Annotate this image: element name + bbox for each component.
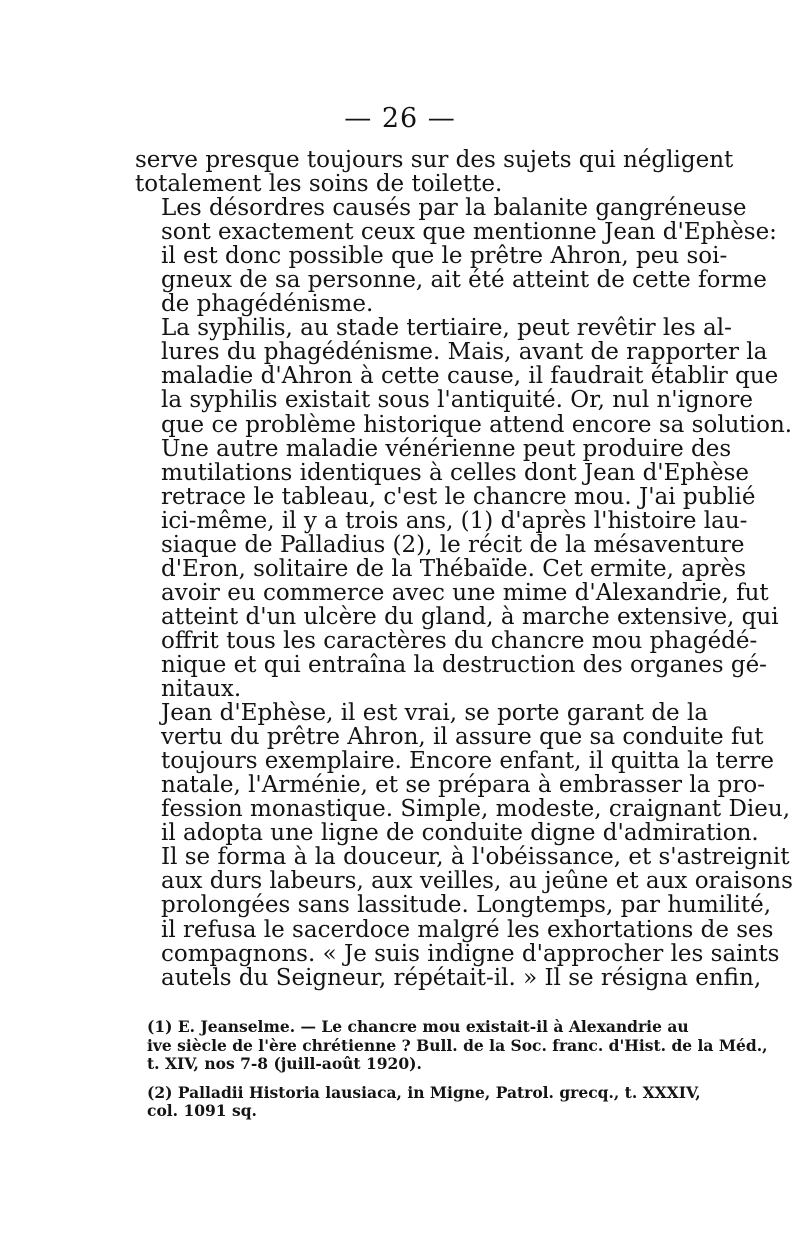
text-line: Les désordres causés par la balanite gangréneuse <box>161 195 747 222</box>
text-line: de phagédénisme. <box>161 291 374 318</box>
text-line: Une autre maladie vénérienne peut produire des <box>161 435 732 462</box>
footnote-line: ive siècle de l'ère chrétienne ? Bull. de la Soc. franc. d'Hist. de la Méd., <box>147 1035 768 1055</box>
text-line: il refusa le sacerdoce malgré les exhortations de ses <box>161 916 774 943</box>
text-line: La syphilis, au stade tertiaire, peut revêtir les al- <box>161 315 732 342</box>
text-line: il est donc possible que le prêtre Ahron, peu soi- <box>161 243 728 270</box>
paragraph <box>135 147 734 198</box>
footnote-line: (2) Palladii Historia lausiaca, in Migne, Patrol. grecq., t. XXXIV, <box>147 1082 701 1102</box>
footnote-line: (1) E. Jeanselme. — Le chancre mou existait-il à Alexandrie au <box>147 1017 689 1036</box>
text-line: aux durs labeurs, aux veilles, au jeûne et aux oraisons <box>161 868 793 895</box>
body-text <box>135 147 793 991</box>
text-line: sont exactement ceux que mentionne Jean d'Ephèse: <box>161 219 777 246</box>
text-line: totalement les soins de toilette. <box>135 171 503 198</box>
text-line: gneux de sa personne, ait été atteint de cette forme <box>161 267 767 294</box>
text-line: il adopta une ligne de conduite digne d'admiration. <box>161 820 759 847</box>
text-line: que ce problème historique attend encore sa solution. <box>161 411 793 438</box>
paragraph <box>135 195 777 318</box>
text-line: atteint d'un ulcère du gland, à marche extensive, qui <box>161 603 779 630</box>
text-line: avoir eu commerce avec une mime d'Alexandrie, fut <box>161 579 769 606</box>
text-line: vertu du prêtre Ahron, il assure que sa conduite fut <box>161 724 764 751</box>
text-line: natale, l'Arménie, et se prépara à embrasser la pro- <box>161 772 765 799</box>
text-line: Il se forma à la douceur, à l'obéissance, et s'astreignit <box>161 844 790 871</box>
footnote <box>135 1017 768 1074</box>
text-line: maladie d'Ahron à cette cause, il faudrait établir que <box>161 363 779 390</box>
paragraph <box>135 435 779 703</box>
text-line: nique et qui entraîna la destruction des organes gé- <box>161 651 767 678</box>
text-line: serve presque toujours sur des sujets qui négligent <box>135 147 734 173</box>
paragraph <box>135 700 793 991</box>
footnote <box>135 1082 701 1121</box>
text-line: prolongées sans lassitude. Longtemps, par humilité, <box>161 892 772 919</box>
text-line: lures du phagédénisme. Mais, avant de rapporter la <box>161 339 768 366</box>
text-line: la syphilis existait sous l'antiquité. Or, nul n'ignore <box>161 387 753 414</box>
footnotes <box>135 1017 768 1121</box>
text-line: offrit tous les caractères du chancre mou phagédé- <box>161 627 758 654</box>
text-line: d'Eron, solitaire de la Thébaïde. Cet ermite, après <box>161 555 747 582</box>
footnote-line: col. 1091 sq. <box>147 1101 257 1120</box>
text-line: ici-même, il y a trois ans, (1) d'après l'histoire lau- <box>161 507 748 534</box>
text-line: nitaux. <box>161 676 242 703</box>
text-line: mutilations identiques à celles dont Jean d'Ephèse <box>161 459 749 486</box>
text-line: compagnons. « Je suis indigne d'approcher les saints <box>161 940 780 967</box>
text-line: retrace le tableau, c'est le chancre mou. J'ai publié <box>161 483 756 510</box>
text-line: toujours exemplaire. Encore enfant, il quitta la terre <box>161 748 775 775</box>
text-line: fession monastique. Simple, modeste, craignant Dieu, <box>161 796 791 823</box>
page-number: — 26 — <box>344 103 456 134</box>
paragraph <box>135 315 793 438</box>
text-line: Jean d'Ephèse, il est vrai, se porte garant de la <box>161 700 709 727</box>
footnote-line: t. XIV, nos 7-8 (juill-août 1920). <box>147 1054 422 1073</box>
text-line: siaque de Palladius (2), le récit de la mésaventure <box>161 531 745 558</box>
text-line: autels du Seigneur, répétait-il. » Il se résigna enfin, <box>161 964 762 991</box>
